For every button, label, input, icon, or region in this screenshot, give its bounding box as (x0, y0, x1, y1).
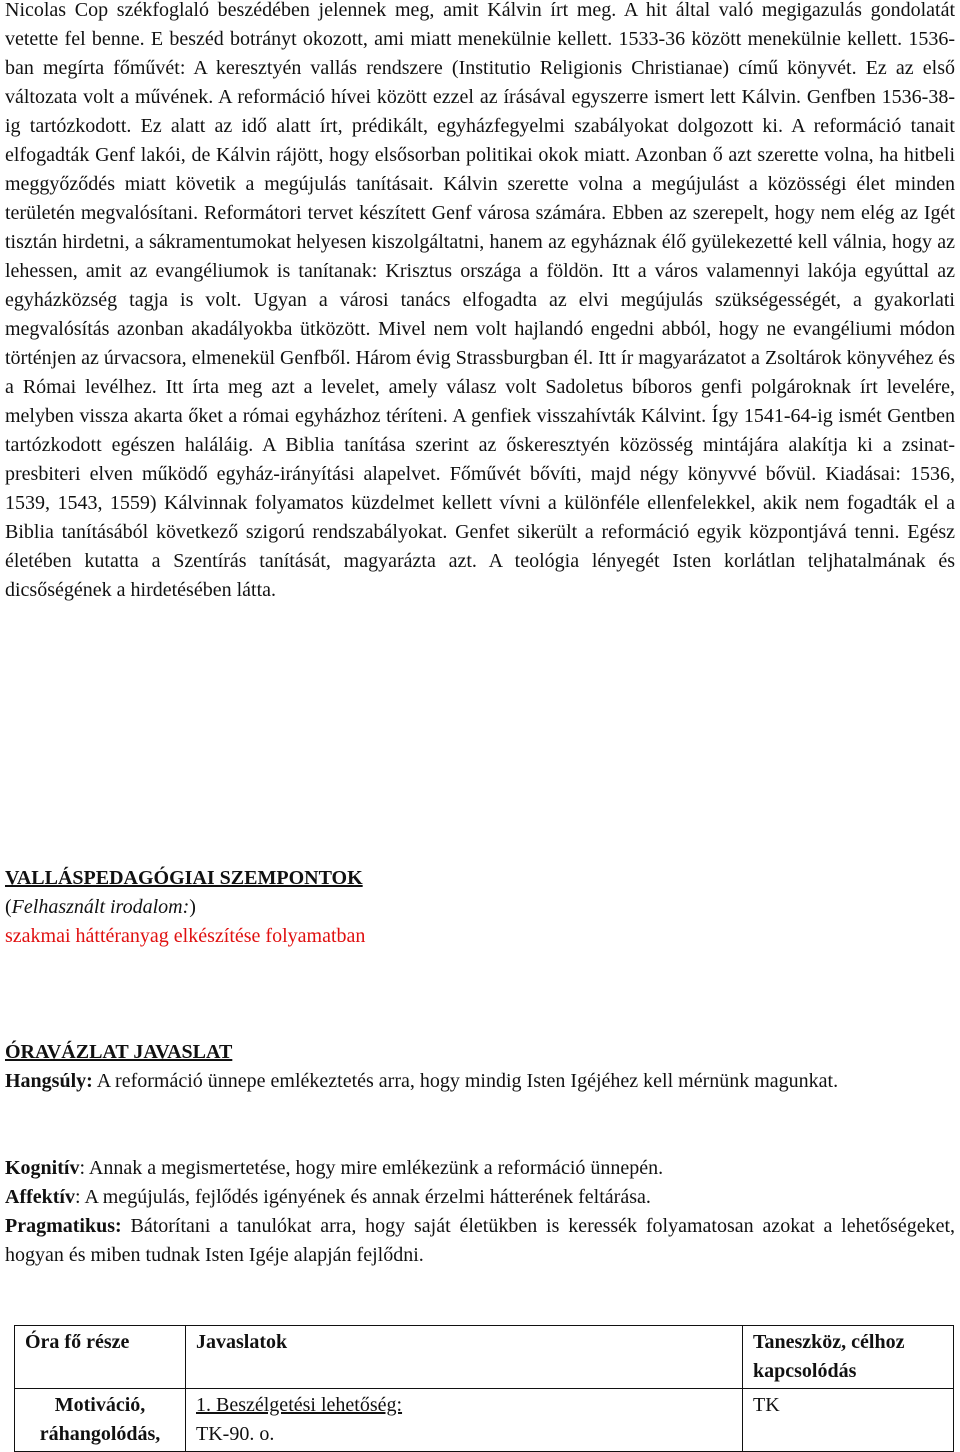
literature-close: ) (189, 896, 196, 918)
affective-line (5, 1183, 955, 1212)
lesson-plan-heading: ÓRAVÁZLAT JAVASLAT (5, 1041, 233, 1063)
emphasis-line (5, 1067, 955, 1096)
pragmatic-line (5, 1212, 955, 1270)
pedagogy-note: szakmai háttéranyag elkészítése folyamatban (5, 925, 366, 947)
emphasis-text: A reformáció ünnepe emlékeztetés arra, hogy mindig Isten Igéjéhez kell mérnünk magunkat. (92, 1070, 839, 1092)
pragmatic-label: Pragmatikus: (5, 1215, 122, 1237)
row1-lesson-part: Motiváció, ráhangolódás, (15, 1389, 186, 1452)
lesson-plan-section (5, 1038, 955, 1096)
literature-open: ( (5, 896, 12, 918)
pedagogy-heading: VALLÁSPEDAGÓGIAI SZEMPONTOK (5, 867, 363, 889)
row1-suggestion-ref: TK-90. o. (196, 1423, 275, 1445)
literature-label: Felhasznált irodalom: (11, 896, 190, 918)
affective-text: : A megújulás, fejlődés igényének és annak érzelmi hátterének feltárása. (74, 1186, 651, 1208)
header-tools: Taneszköz, célhoz kapcsolódás (743, 1326, 954, 1389)
header-suggestions: Javaslatok (186, 1326, 743, 1389)
row1-tools: TK (743, 1389, 954, 1452)
emphasis-label: Hangsúly: (5, 1070, 93, 1092)
cognitive-label: Kognitív (5, 1157, 80, 1179)
body-paragraph: Nicolas Cop székfoglaló beszédében jelennek meg, amit Kálvin írt meg. A hit által való megigazulás gondolatát vetette fel benne. E beszéd botrányt okozott, ami miatt menekülnie kellett. 1533-36 között menekülnie kellett. 1536-ban megírta főművét: A keresztyén vallás rendszere (Institutio Religionis Christianae) című könyvét. Ez az első változata volt a művének. A reformáció hívei között ezzel az írásával egyszerre ismert lett Kálvin. Genfben 1536-38-ig tartózkodott. Ez alatt az idő alatt írt, prédikált, egyházfegyelmi szabályokat dolgozott ki. A reformáció tanait elfogadták Genf lakói, de Kálvin rájött, hogy elsősorban politikai okok miatt. Azonban ő azt szerette volna, ha hitbeli meggyőződés miatt követik a megújulás tanításait. Kálvin szerette volna a megújulást a közösségi élet minden területén megvalósítani. Reformátori tervet készített Genf városa számára. Ebben az szerepelt, hogy nem elég az Igét tisztán hirdetni, a sákramentumokat helyesen kiszolgáltatni, hanem az egyháznak élő gyülekezetté kell válnia, hogy az lehessen, amit az evangéliumok is tanítanak: Krisztus országa a földön. Itt a város valamennyi lakója egyúttal az egyházközség tagja is volt. Ugyan a városi tanács elfogadta az elvi megújulás szükségességét, a gyakorlati megvalósítás azonban akadályokba ütközött. Mivel nem volt hajlandó engedni abból, hogy ne evangéliumi módon történjen az úrvacsora, elmenekül Genfből. Három évig Strassburgban él. Itt ír magyarázatot a Zsoltárok könyvéhez és a Római levélhez. Itt írta meg azt a levelet, amely válasz volt Sadoletus bíboros genfi polgároknak írt levelére, melyben vissza akarta őket a római egyházhoz téríteni. A genfiek visszahívták Kálvint. Így 1541-64-ig ismét Gentben tartózkodott egészen haláláig. A Biblia tanítása szerint az őskeresztyén közösség mintájára alakítja ki a zsinat-presbiteri elven működő egyház-irányítási alapelvet. Főművét bővíti, majd négy könyvvé bővül. Kiadásai: 1536, 1539, 1543, 1559) Kálvinnak folyamatos küzdelmet kellett vívni a különféle ellenfelekkel, akik nem fogadták el a Biblia tanításából következő szigorú rendszabályokat. Genfet sikerült a reformáció egyik központjává tenni. Egész életében kutatta a Szentírás tanítását, magyarázta azt. A teológia lényegét Isten korlátlan teljhatalmának és dicsőségének a hirdetésében látta. (5, 0, 955, 601)
row1-suggestion-title: 1. Beszélgetési lehetőség: (196, 1394, 403, 1416)
table-row (15, 1389, 954, 1452)
pedagogy-section (5, 864, 955, 951)
cognitive-text: : Annak a megismertetése, hogy mire emlékezünk a reformáció ünnepén. (79, 1157, 664, 1179)
cognitive-line (5, 1154, 955, 1183)
lesson-plan-table (14, 1325, 954, 1452)
literature-line (5, 893, 955, 922)
header-lesson-part: Óra fő része (15, 1326, 186, 1389)
pragmatic-text: Bátorítani a tanulókat arra, hogy saját életükben is keressék folyamatosan azokat a lehetőségeket, hogyan és miben tudnak Isten Igéje alapján fejlődni. (5, 1215, 955, 1266)
row1-suggestions (186, 1389, 743, 1452)
table-header-row (15, 1326, 954, 1389)
affective-label: Affektív (5, 1186, 75, 1208)
goals-section (5, 1154, 955, 1270)
